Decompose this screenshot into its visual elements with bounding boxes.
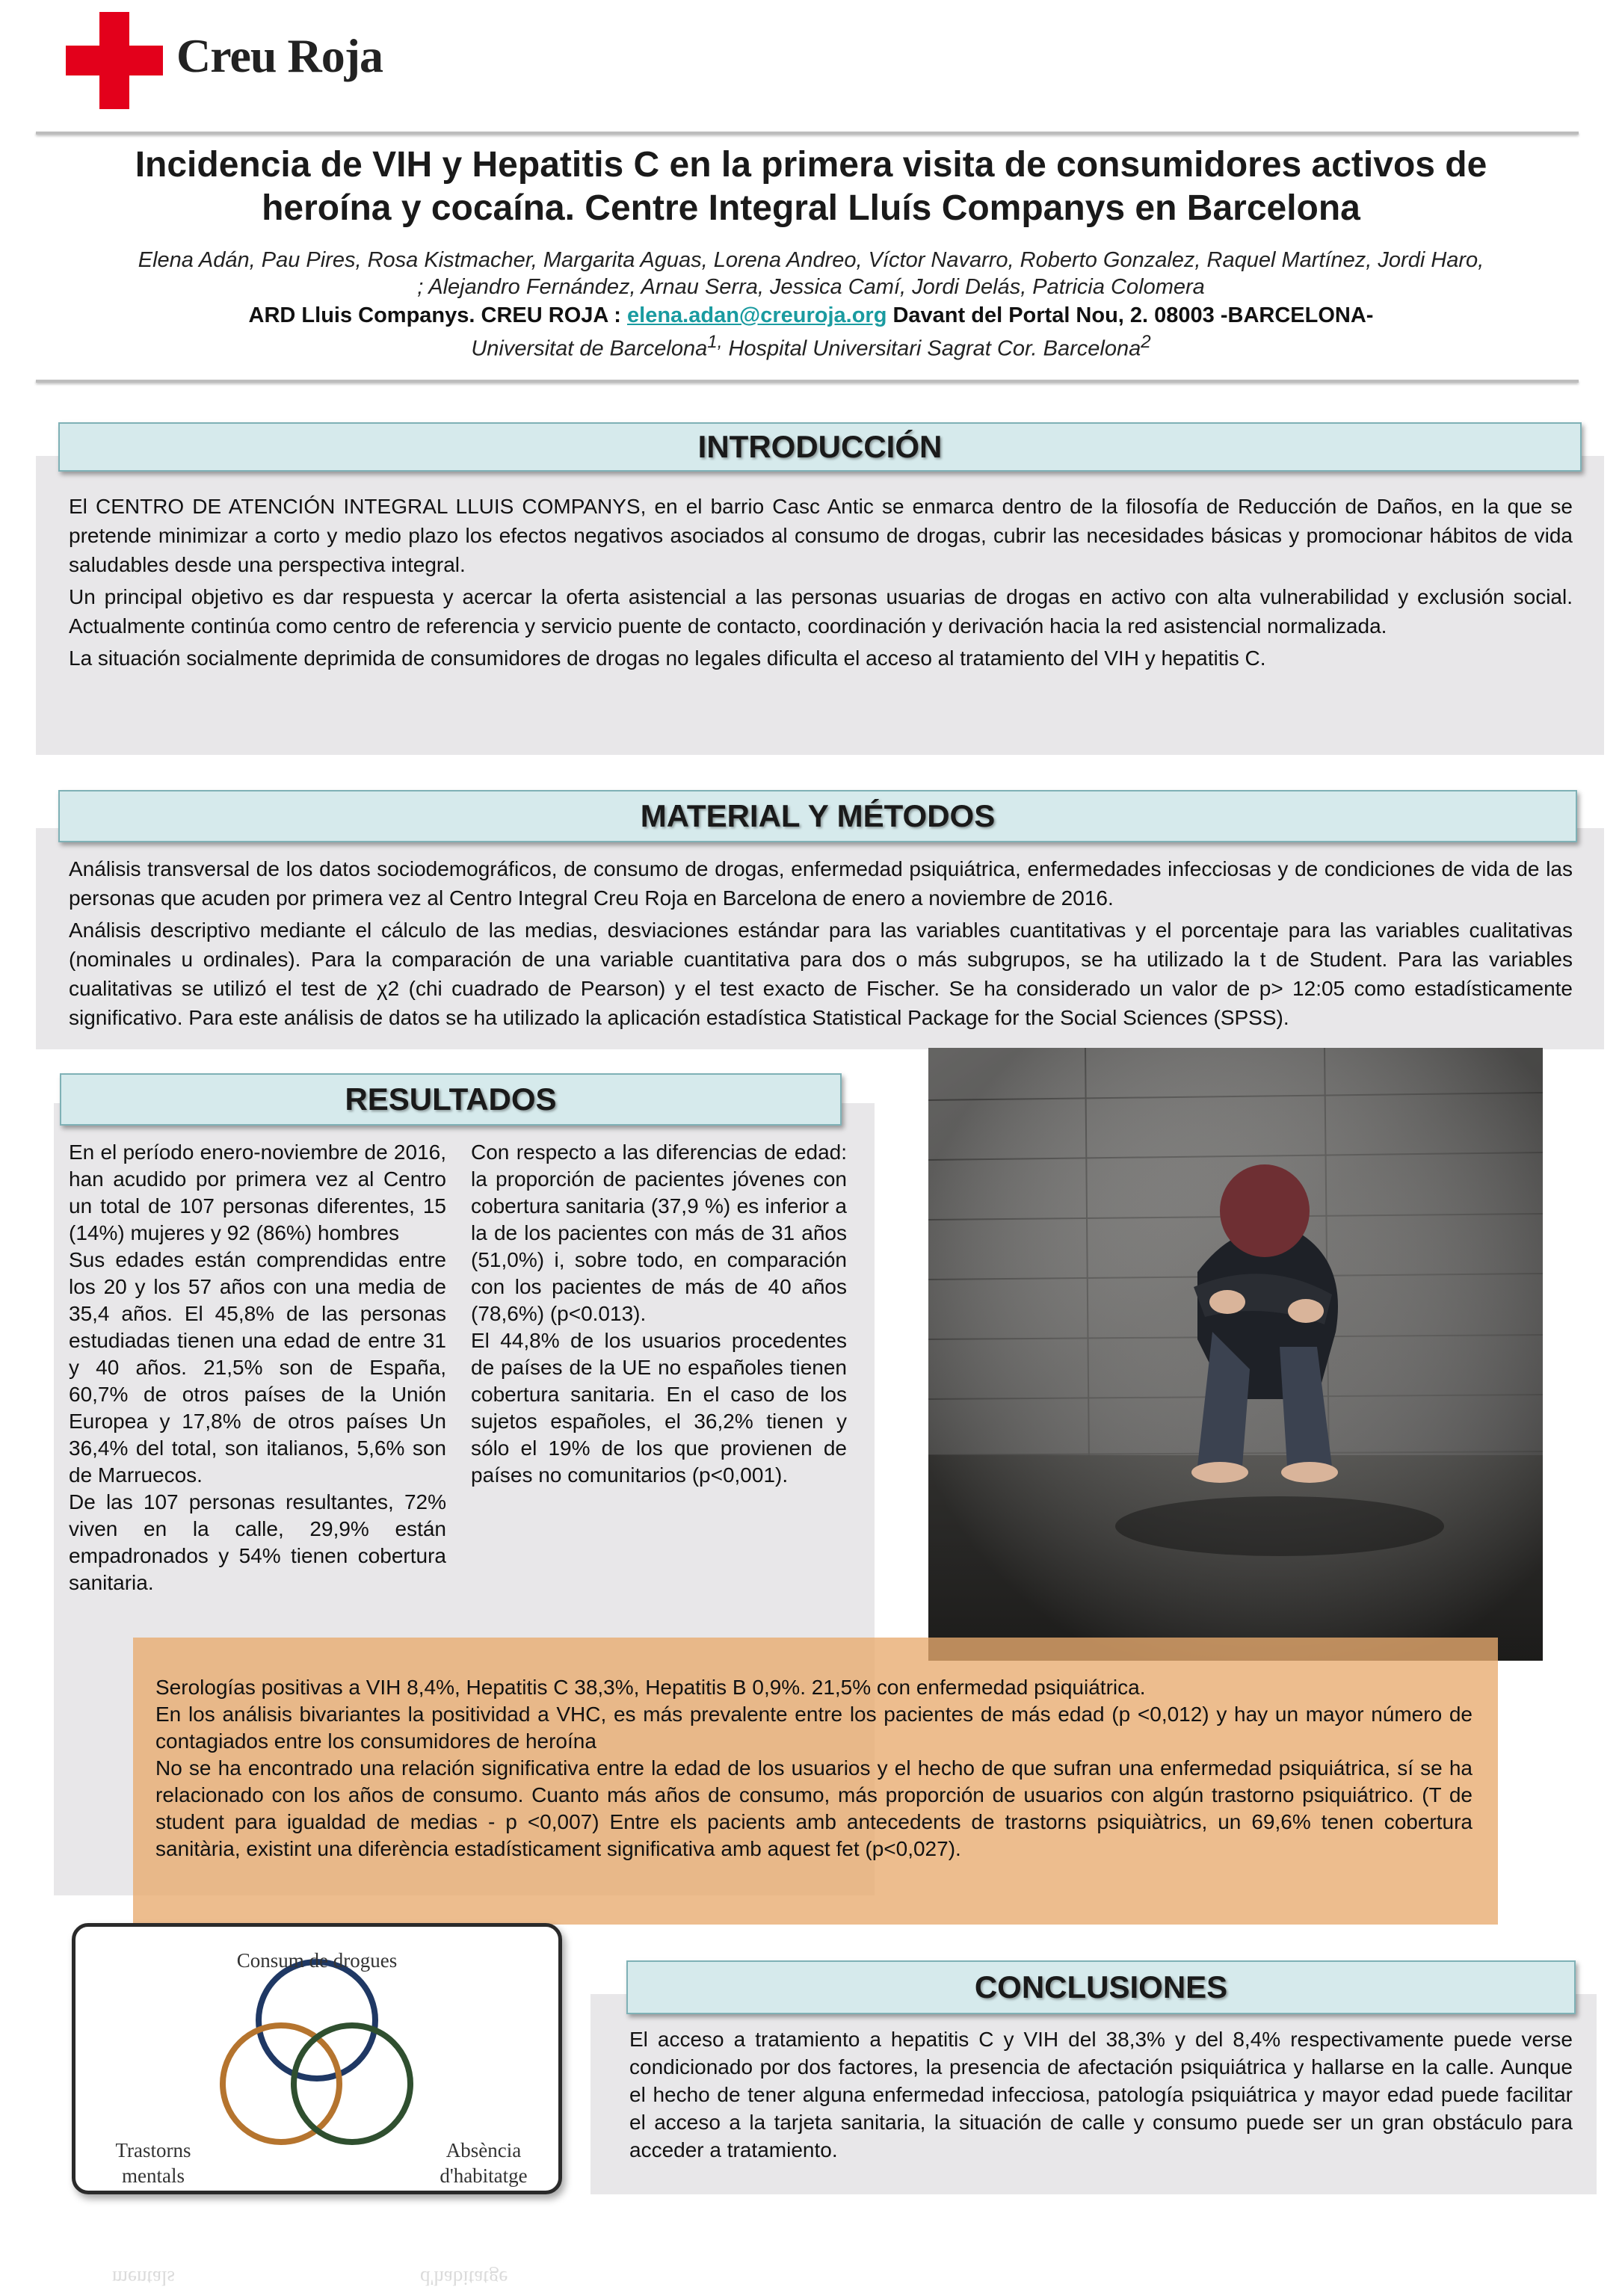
venn-label-housing: Absència d'habitatge [440,2139,528,2187]
venn-circle-drugs [259,1962,375,2079]
venn-circle-housing [294,2025,410,2142]
results-right-column: Con respecto a las diferencias de edad: la proporción de pacientes jóvenes con cobertura sanitaria (37,9 %) es inferior a la de los pacientes con más de 31 años (51,0%) i, sobre todo, en comparación con los pacientes de más de 40 años (78,6%) (p<0.013). El 44,8% de los usuarios procedentes de países de la UE no españoles tienen cobertura sanitaria. En el caso de los sujetos españoles, el 36,2% tienen y sólo el 19% de los que provienen de países no comunitarios (p<0,001). [471,1141,847,1487]
intro-text: El CENTRO DE ATENCIÓN INTEGRAL LLUIS COMPANYS, en el barrio Casc Antic se enmarca dentro de la filosofía de Reducción de Daños, en la que se pretende minimizar a corto y medio plazo los efectos negativos asociados al consumo de drogas, cubrir las necesidades básicas y promocionar hábitos de vida saludables desde una perspectiva integral. Un principal objetivo es dar respuesta y acercar la oferta asistencial a las personas usuarias de drogas en activo con alta vulnerabilidad y exclusión social. Actualmente continúa como centro de referencia y servicio puente de contacto, coordinación y derivación hacia la red asistencial normalizada. La situación socialmente deprimida de consumidores de drogas no legales dificulta el acceso al tratamiento del VIH y hepatitis C. [69,495,1573,670]
intro-heading: INTRODUCCIÓN [58,422,1582,472]
conclusions-text: El acceso a tratamiento a hepatitis C y VIH del 38,3% y del 8,4% respectivamente puede verse condicionado por dos factores, la presencia de afectación psiquiátrica y hallarse en la calle. Aunque el hecho de tener alguna enfermedad infecciosa, patología psiquiátrica y mayor edad puede facilitar el acceso a la tarjeta sanitaria, la situación de calle y consumo puede ser un gran obstáculo para acceder a tratamiento. [629,2028,1573,2161]
person-sitting-against-wall-photo [928,1048,1543,1661]
authors: Elena Adán, Pau Pires, Rosa Kistmacher, Margarita Aguas, Lorena Andreo, Víctor Navarro, Roberto Gonzalez, Raquel Martínez, Jordi Haro, ; Alejandro Fernández, Arnau Serra, Jessica Camí, Jordi Delás, Patricia Colomera [138,248,1484,299]
methods-text: Análisis transversal de los datos sociodemográficos, de consumo de drogas, enfermedad psiquiátrica, enfermedades infecciosas y de condiciones de vida de las personas que acuden por primera vez al Centro Integral Creu Roja en Barcelona de enero a noviembre de 2016. Análisis descriptivo mediante el cálculo de las medias, desviaciones estándar para las variables cuantitativas y el porcentaje para las variables cualitativas (nominales u ordinales). Para la comparación de una variable cuantitativa para dos o más subgrupos, se ha utilizado la t de Student. Para las variables cualitativas se utilizó el test de χ2 (chi cuadrado de Pearson) y el test exacto de Fischer. Se ha considerado un valor de p> 12:05 como estadísticamente significativo. Para este análisis de datos se ha utilizado la aplicación estadística Statistical Package for the Social Sciences (SPSS). [69,857,1573,1029]
header-divider-bottom [36,380,1579,383]
red-cross-logo-icon [66,12,163,109]
affiliation: ARD Lluis Companys. CREU ROJA : elena.adan@creuroja.org Davant del Portal Nou, 2. 08003 -BARCELONA- [248,303,1374,327]
venn-reflection-left: mentals [112,2267,175,2289]
poster-title: Incidencia de VIH y Hepatitis C en la primera visita de consumidores activos de heroína y cocaína. Centre Integral Lluís Companys en Barcelona [135,145,1487,228]
venn-label-mental: Trastorns mentals [115,2139,191,2187]
header-divider [36,132,1579,135]
results-left-column: En el período enero-noviembre de 2016, han acudido por primera vez al Centro un total de 107 personas diferentes, 15 (14%) mujeres y 92 (86%) hombres Sus edades están comprendidas entre los 20 y los 57 años con una media de 35,4 años. El 45,8% de las personas estudiadas tienen una edad de entre 31 y 40 años. 21,5% son de España, 60,7% de otros países de la Unión Europea y 17,8% de otros países Un 36,4% del total, son italianos, 5,6% son de Marruecos. De las 107 personas resultantes, 72% viven en la calle, 29,9% están empadronados y 54% tienen cobertura sanitaria. [69,1141,446,1594]
venn-diagram [72,1923,562,2194]
logo-text: Creu Roja [176,29,383,82]
venn-circle-mental [223,2025,339,2142]
venn-label-drugs: Consum de drogues [236,1949,398,1972]
institutions: Universitat de Barcelona$^{1,}$ Hospital Universitari Sagrat Cor. Barcelona$^2$ [471,332,1151,361]
venn-reflection-right: d'habitatge [420,2267,508,2289]
methods-heading: MATERIAL Y MÉTODOS [58,790,1577,842]
results-heading: RESULTADOS [60,1073,842,1126]
key-findings-text: Serologías positivas a VIH 8,4%, Hepatitis C 38,3%, Hepatitis B 0,9%. 21,5% con enfermedad psiquiátrica. En los análisis bivariantes la positividad a VHC, es más prevalente entre los pacientes de más edad (p <0,012) y hay un mayor número de contagiados entre los consumidores de heroína No se ha encontrado una relación significativa entre la edad de los usuarios y el hecho de que sufran una enfermedad psiquiátrica, sí se ha relacionado con los años de consumo. Cuanto más años de consumo, más proporción de usuarios con algún trastorno psiquiátrico. (T de student para igualdad de medias - p <0,007) Entre els pacients amb antecedents de trastorns psiquiàtrics, un 69,6% tenen cobertura sanitària, existint una diferència estadísticament significativa amb aquest fet (p<0,027). [155,1676,1473,1860]
email-link[interactable]: elena.adan@creuroja.org [627,303,887,327]
conclusions-heading: CONCLUSIONES [626,1960,1576,2014]
